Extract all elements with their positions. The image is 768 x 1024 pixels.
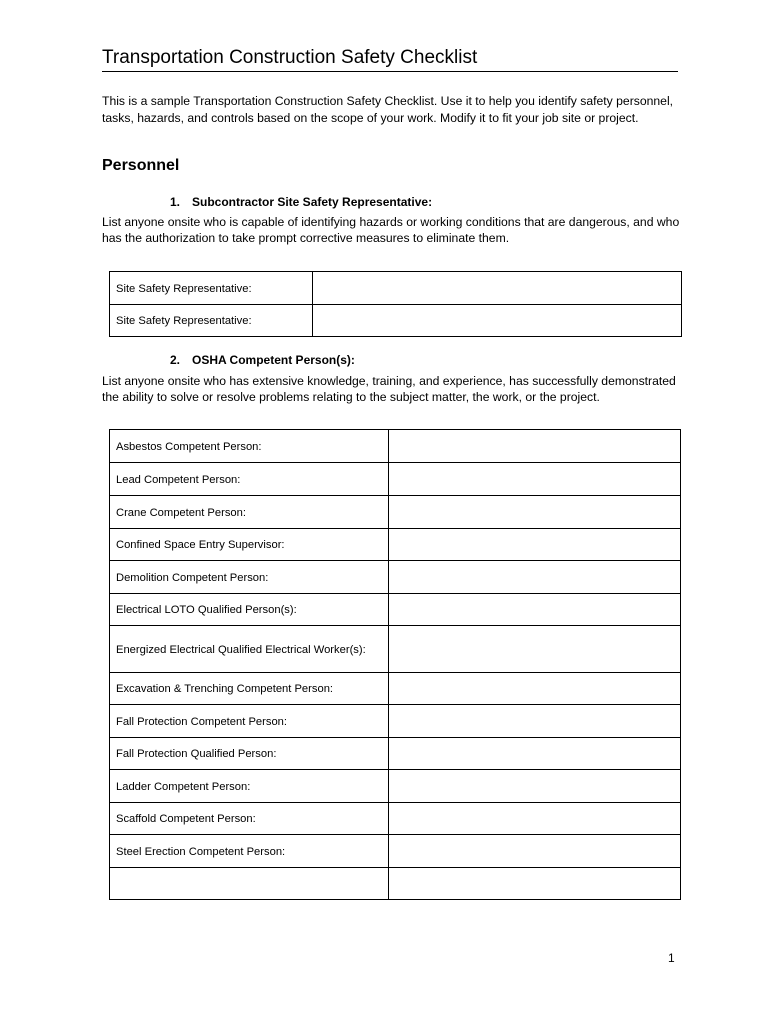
row-label: Asbestos Competent Person: bbox=[110, 430, 389, 463]
section-2-title: OSHA Competent Person(s): bbox=[192, 353, 355, 367]
section-2-number: 2. bbox=[170, 353, 181, 367]
name-entry-field[interactable] bbox=[388, 496, 680, 529]
table-row bbox=[110, 835, 681, 868]
table-row bbox=[110, 673, 681, 705]
name-entry-field[interactable] bbox=[388, 835, 680, 868]
row-label: Scaffold Competent Person: bbox=[110, 803, 389, 835]
row-label: Fall Protection Competent Person: bbox=[110, 705, 389, 738]
name-entry-field[interactable] bbox=[388, 561, 680, 594]
name-entry-field[interactable] bbox=[388, 626, 680, 673]
table-row bbox=[110, 561, 681, 594]
section-2-heading bbox=[170, 353, 355, 367]
row-label: Energized Electrical Qualified Electrical Worker(s): bbox=[110, 626, 389, 673]
row-label: Fall Protection Qualified Person: bbox=[110, 738, 389, 770]
table-row bbox=[110, 430, 681, 463]
name-entry-field[interactable] bbox=[388, 803, 680, 835]
row-label: Ladder Competent Person: bbox=[110, 770, 389, 803]
table-row bbox=[110, 529, 681, 561]
name-entry-field[interactable] bbox=[388, 529, 680, 561]
personnel-heading: Personnel bbox=[102, 157, 180, 174]
name-entry-field[interactable] bbox=[312, 305, 681, 337]
row-label: Demolition Competent Person: bbox=[110, 561, 389, 594]
section-1-heading bbox=[170, 195, 432, 209]
section-1-description: List anyone onsite who is capable of identifying hazards or working conditions that are dangerous, and who has the authorization to take prompt corrective measures to eliminate them. bbox=[102, 215, 680, 245]
table-row bbox=[110, 594, 681, 626]
table-row bbox=[110, 496, 681, 529]
row-label: Site Safety Representative: bbox=[110, 305, 313, 337]
page-number: 1 bbox=[668, 951, 675, 965]
table-row bbox=[110, 705, 681, 738]
row-label: Crane Competent Person: bbox=[110, 496, 389, 529]
name-entry-field[interactable] bbox=[388, 770, 680, 803]
table-row bbox=[110, 738, 681, 770]
row-label: Excavation & Trenching Competent Person: bbox=[110, 673, 389, 705]
site-safety-table bbox=[109, 271, 682, 337]
section-1-title: Subcontractor Site Safety Representative: bbox=[192, 195, 433, 209]
row-label: Site Safety Representative: bbox=[110, 272, 313, 305]
name-entry-field[interactable] bbox=[388, 463, 680, 496]
table-row bbox=[110, 770, 681, 803]
table-row bbox=[110, 868, 681, 900]
name-entry-field[interactable] bbox=[312, 272, 681, 305]
page-title: Transportation Construction Safety Checklist bbox=[102, 46, 678, 72]
name-entry-field[interactable] bbox=[388, 868, 680, 900]
table-row bbox=[110, 305, 682, 337]
intro-paragraph: This is a sample Transportation Construction Safety Checklist. Use it to help you identify safety personnel, tasks, hazards, and controls based on the scope of your work. Modify it to fit your job site or project. bbox=[102, 94, 674, 125]
name-entry-field[interactable] bbox=[388, 594, 680, 626]
name-entry-field[interactable] bbox=[388, 705, 680, 738]
row-label: Confined Space Entry Supervisor: bbox=[110, 529, 389, 561]
name-entry-field[interactable] bbox=[388, 430, 680, 463]
row-label: Electrical LOTO Qualified Person(s): bbox=[110, 594, 389, 626]
section-1-number: 1. bbox=[170, 195, 181, 209]
table-row bbox=[110, 463, 681, 496]
table-row bbox=[110, 803, 681, 835]
table-row bbox=[110, 272, 682, 305]
competent-person-table bbox=[109, 429, 681, 900]
row-label[interactable] bbox=[110, 868, 389, 900]
name-entry-field[interactable] bbox=[388, 738, 680, 770]
name-entry-field[interactable] bbox=[388, 673, 680, 705]
section-2-description: List anyone onsite who has extensive knowledge, training, and experience, has successfully demonstrated the ability to solve or resolve problems relating to the subject matter, the work, or the project. bbox=[102, 374, 676, 404]
row-label: Steel Erection Competent Person: bbox=[110, 835, 389, 868]
row-label: Lead Competent Person: bbox=[110, 463, 389, 496]
table-row bbox=[110, 626, 681, 673]
